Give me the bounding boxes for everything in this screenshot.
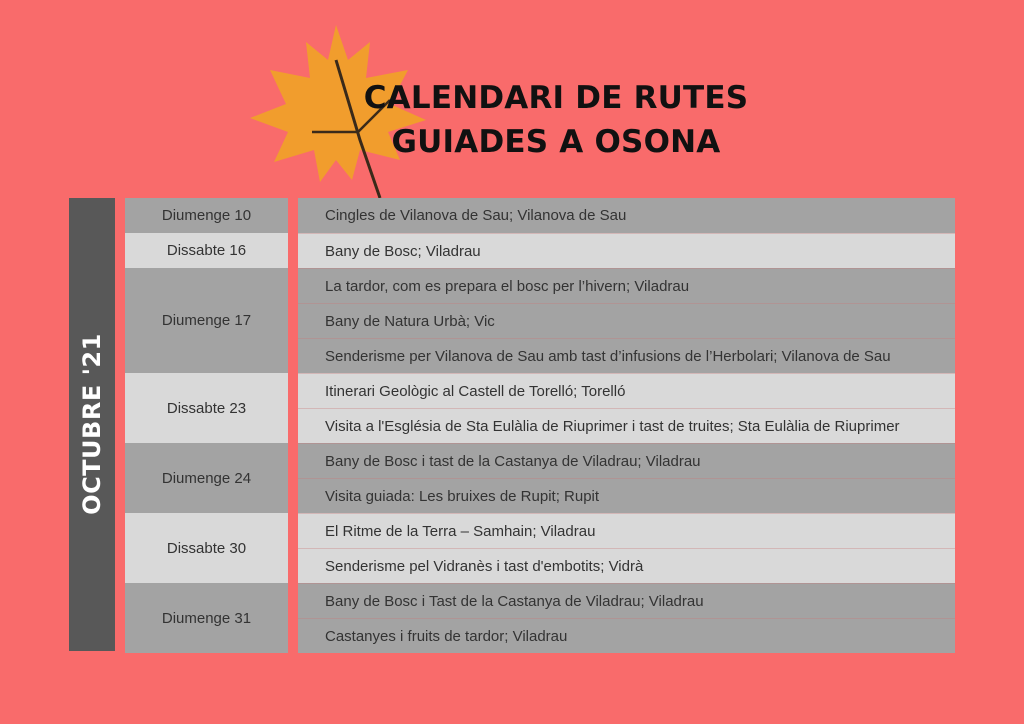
route-row: Bany de Natura Urbà; Vic (298, 303, 955, 338)
route-row: Bany de Bosc i Tast de la Castanya de Viladrau; Viladrau (298, 583, 955, 618)
day-cell: Dissabte 16 (125, 233, 288, 268)
title-line-2: GUIADES A OSONA (391, 124, 721, 160)
page-title (356, 76, 756, 164)
route-column (298, 198, 955, 653)
route-row: Bany de Bosc; Viladrau (298, 233, 955, 268)
route-row: Bany de Bosc i tast de la Castanya de Viladrau; Viladrau (298, 443, 955, 478)
route-row: Senderisme per Vilanova de Sau amb tast d’infusions de l’Herbolari; Vilanova de Sau (298, 338, 955, 373)
route-row: Senderisme pel Vidranès i tast d'embotits; Vidrà (298, 548, 955, 583)
month-label: OCTUBRE '21 (78, 333, 106, 515)
day-cell: Diumenge 24 (125, 443, 288, 513)
day-cell: Diumenge 31 (125, 583, 288, 653)
route-row: Cingles de Vilanova de Sau; Vilanova de Sau (298, 198, 955, 233)
day-cell: Diumenge 10 (125, 198, 288, 233)
route-row: El Ritme de la Terra – Samhain; Viladrau (298, 513, 955, 548)
route-row: Itinerari Geològic al Castell de Torelló; Torelló (298, 373, 955, 408)
route-row: Castanyes i fruits de tardor; Viladrau (298, 618, 955, 653)
day-cell: Diumenge 17 (125, 268, 288, 373)
day-column (125, 198, 288, 653)
day-cell: Dissabte 30 (125, 513, 288, 583)
title-line-1: CALENDARI DE RUTES (363, 80, 749, 116)
day-cell: Dissabte 23 (125, 373, 288, 443)
route-row: Visita a l'Església de Sta Eulàlia de Riuprimer i tast de truites; Sta Eulàlia de Riuprimer (298, 408, 955, 443)
route-row: La tardor, com es prepara el bosc per l’hivern; Viladrau (298, 268, 955, 303)
route-row: Visita guiada: Les bruixes de Rupit; Rupit (298, 478, 955, 513)
